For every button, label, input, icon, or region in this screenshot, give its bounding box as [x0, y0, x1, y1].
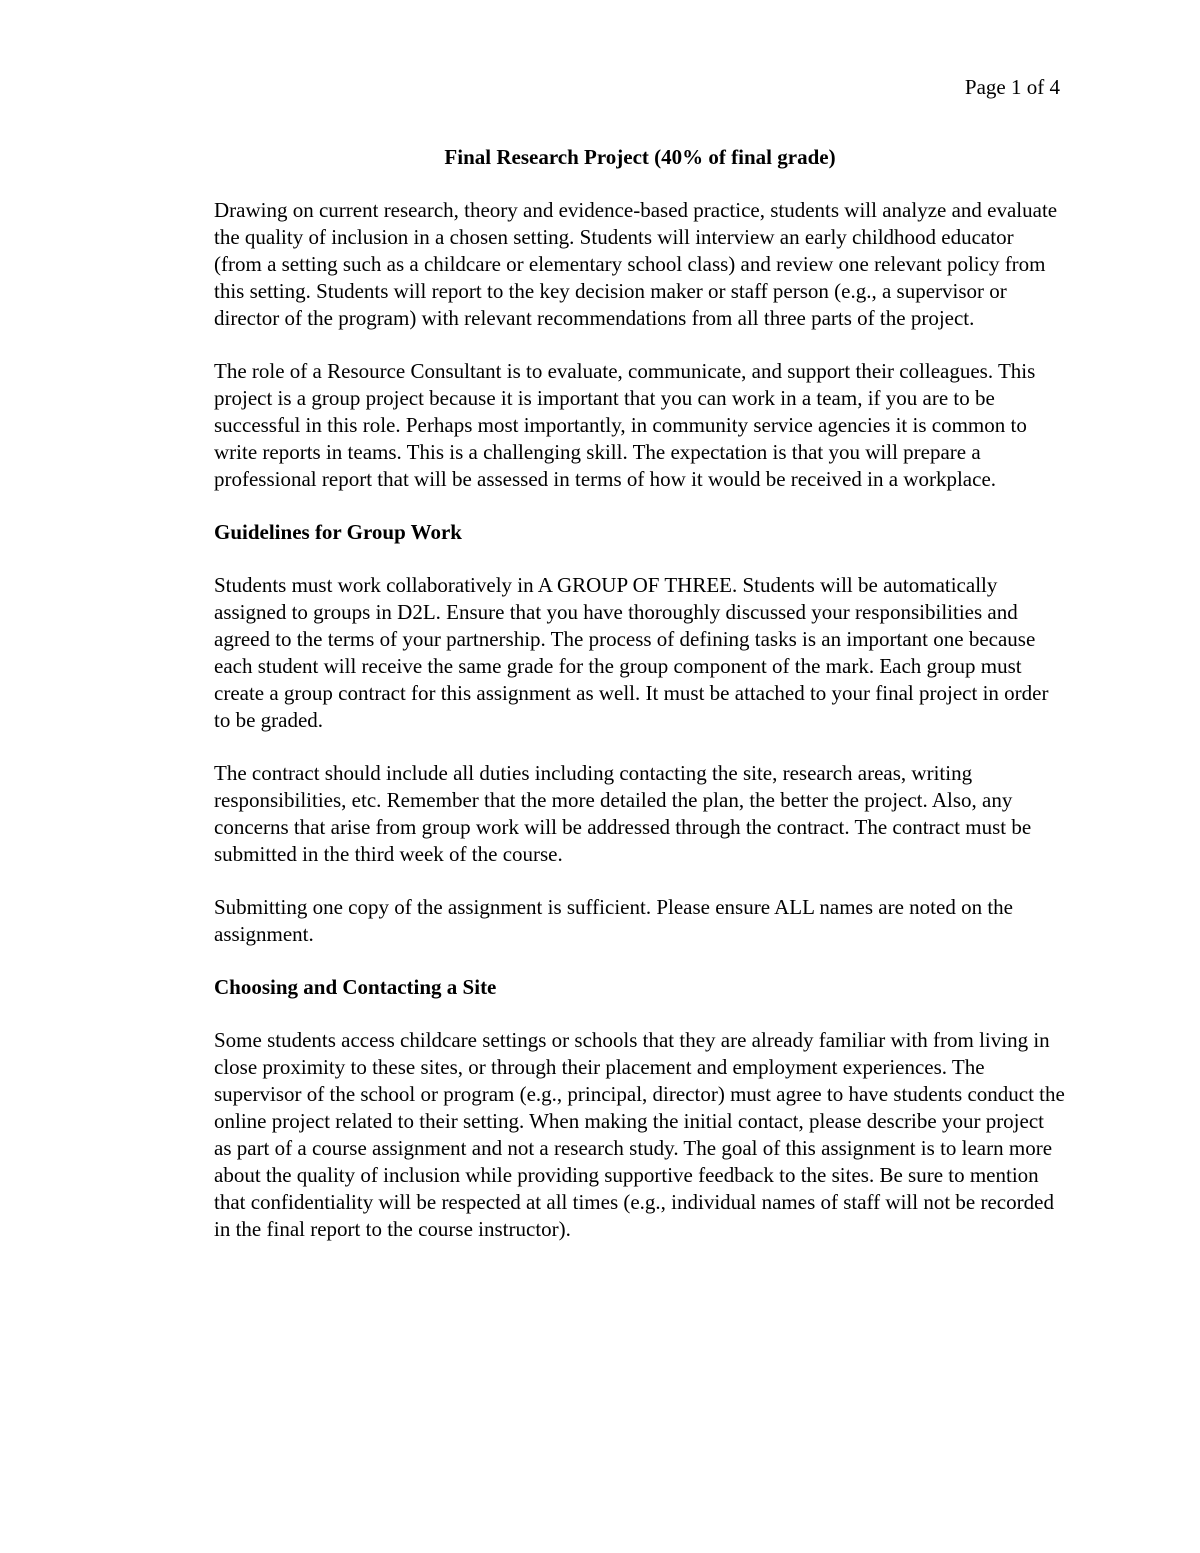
- page-number: Page 1 of 4: [964, 75, 1060, 99]
- site-heading: Choosing and Contacting a Site: [214, 975, 497, 999]
- intro-paragraph-1: Drawing on current research, theory and evidence-based practice, students will analyze and evaluate the quality of inclusion in a chosen setting. Students will interview an early childhood educator (from a setting such as a childcare or elementary school class) and review one relevant policy from this setting. Students will report to the key decision maker or staff person (e.g., a supervisor or director of the program) with relevant recommendations from all three parts of the project.: [214, 198, 1058, 330]
- document-body: [214, 144, 1066, 1269]
- group-work-paragraph-3: Submitting one copy of the assignment is sufficient. Please ensure ALL names are noted on the assignment.: [214, 895, 1013, 946]
- group-work-paragraph-2: The contract should include all duties including contacting the site, research areas, writing responsibilities, etc. Remember that the more detailed the plan, the better the project. Also, any concerns that arise from group work will be addressed through the contract. The contract must be submitted in the third week of the course.: [214, 761, 1032, 866]
- site-paragraph-1: Some students access childcare settings or schools that they are already familiar with from living in close proximity to these sites, or through their placement and employment experiences. The supervisor of the school or program (e.g., principal, director) must agree to have students conduct the online project related to their setting. When making the initial contact, please describe your project as part of a course assignment and not a research study. The goal of this assignment is to learn more about the quality of inclusion while providing supportive feedback to the sites. Be sure to mention that confidentiality will be respected at all times (e.g., individual names of staff will not be recorded in the final report to the course instructor).: [214, 1028, 1065, 1241]
- group-work-paragraph-1: Students must work collaboratively in A GROUP OF THREE. Students will be automatically assigned to groups in D2L. Ensure that you have thoroughly discussed your responsibilities and agreed to the terms of your partnership. The process of defining tasks is an important one because each student will receive the same grade for the group component of the mark. Each group must create a group contract for this assignment as well. It must be attached to your final project in order to be graded.: [214, 573, 1049, 732]
- group-work-heading: Guidelines for Group Work: [214, 520, 462, 544]
- document-title: Final Research Project (40% of final grade): [444, 145, 836, 169]
- intro-paragraph-2: The role of a Resource Consultant is to evaluate, communicate, and support their colleagues. This project is a group project because it is important that you can work in a team, if you are to be successful in this role. Perhaps most importantly, in community service agencies it is common to write reports in teams. This is a challenging skill. The expectation is that you will prepare a professional report that will be assessed in terms of how it would be received in a workplace.: [214, 359, 1036, 491]
